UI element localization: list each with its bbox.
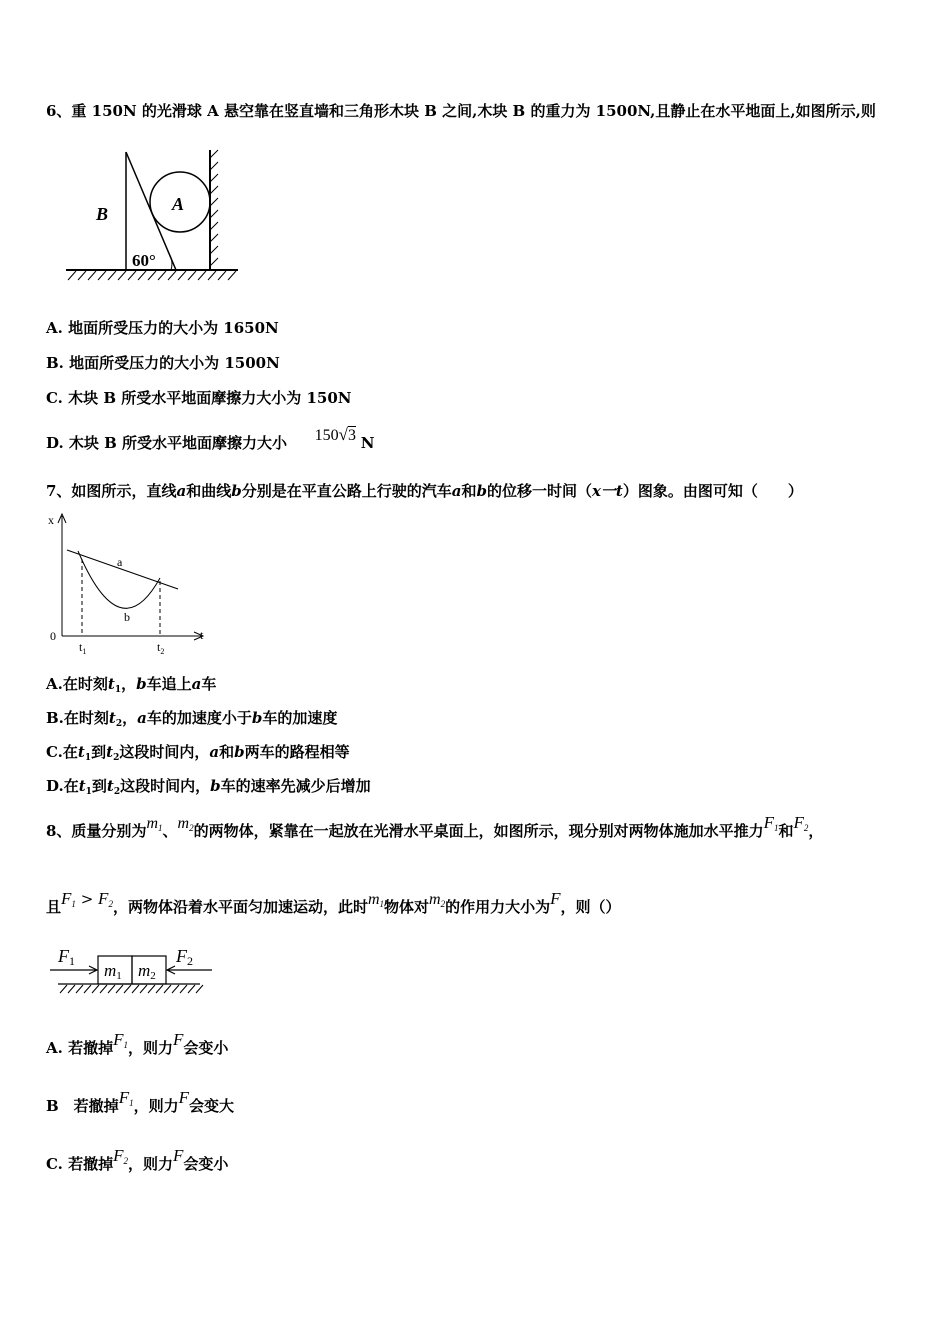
q7-stem: 7、如图所示，直线a和曲线b分别是在平直公路上行驶的汽车a和b的位移一时间（x一t）图象。由图可知（ ） <box>46 482 803 500</box>
q7-option-d: D.在$t_1$到$t_2$这段时间内，b车的速率先减少后增加 <box>46 777 371 797</box>
q7-t2-label: $t_2$ <box>157 640 165 656</box>
q6-angle-label: 60° <box>132 251 156 270</box>
q8-option-b: B 若撤掉$F_1$，则力F会变大 <box>46 1088 234 1115</box>
q7-x-label: t <box>200 628 204 642</box>
q8-option-a: A. 若撤掉$F_1$，则力F会变小 <box>46 1030 229 1057</box>
q7-option-a: A.在时刻$t_1$，b车追上a车 <box>46 675 217 695</box>
q7-y-label: x <box>48 513 54 527</box>
q7-origin-label: 0 <box>50 629 56 643</box>
q8-fig-f1: F1 <box>58 946 75 968</box>
q8-option-c: C. 若撤掉$F_2$，则力F会变小 <box>46 1146 229 1173</box>
q7-option-c: C.在$t_1$到$t_2$这段时间内，a和b两车的路程相等 <box>46 743 350 763</box>
q6-figure <box>60 140 250 290</box>
q8-stem-line1: 8、质量分别为$m_1$、$m_2$的两物体，紧靠在一起放在光滑水平桌面上，如图所示，现分别对两物体施加水平推力$F_1$和$F_2$， <box>46 813 824 840</box>
q6-label-b: B <box>96 204 109 224</box>
q6-label-a: A <box>172 194 185 214</box>
q8-fig-m2: m2 <box>138 961 156 982</box>
q8-stem-line2: 且$F_1 > F_2$，两物体沿着水平面匀加速运动，此时$m_1$物体对$m_2$的作用力大小为F，则（） <box>46 889 621 916</box>
q6-d-math: 150√3 <box>314 425 356 444</box>
q7-figure <box>44 510 219 660</box>
q6-option-a: A. 地面所受压力的大小为 1650N <box>46 319 279 337</box>
q6-option-b: B. 地面所受压力的大小为 1500N <box>46 354 280 372</box>
q8-fig-m1: m1 <box>104 961 122 982</box>
q7-curve-b-label: b <box>124 610 130 624</box>
q7-t1-label: $t_1$ <box>79 640 87 656</box>
q6-option-d: D. 木块 B 所受水平地面摩擦力大小 150√3 N <box>46 425 375 452</box>
q7-option-b: B.在时刻$t_2$，a车的加速度小于b车的加速度 <box>46 709 338 729</box>
q6-option-c: C. 木块 B 所受水平地面摩擦力大小为 150N <box>46 389 352 407</box>
q6-stem: 6、重 150N 的光滑球 A 悬空靠在竖直墙和三角形木块 B 之间,木块 B 的重力为 1500N,且静止在水平地面上,如图所示,则 <box>46 102 876 120</box>
q8-figure <box>48 942 218 1002</box>
q8-fig-f2: F2 <box>176 946 193 968</box>
q7-line-a-label: a <box>117 555 123 569</box>
